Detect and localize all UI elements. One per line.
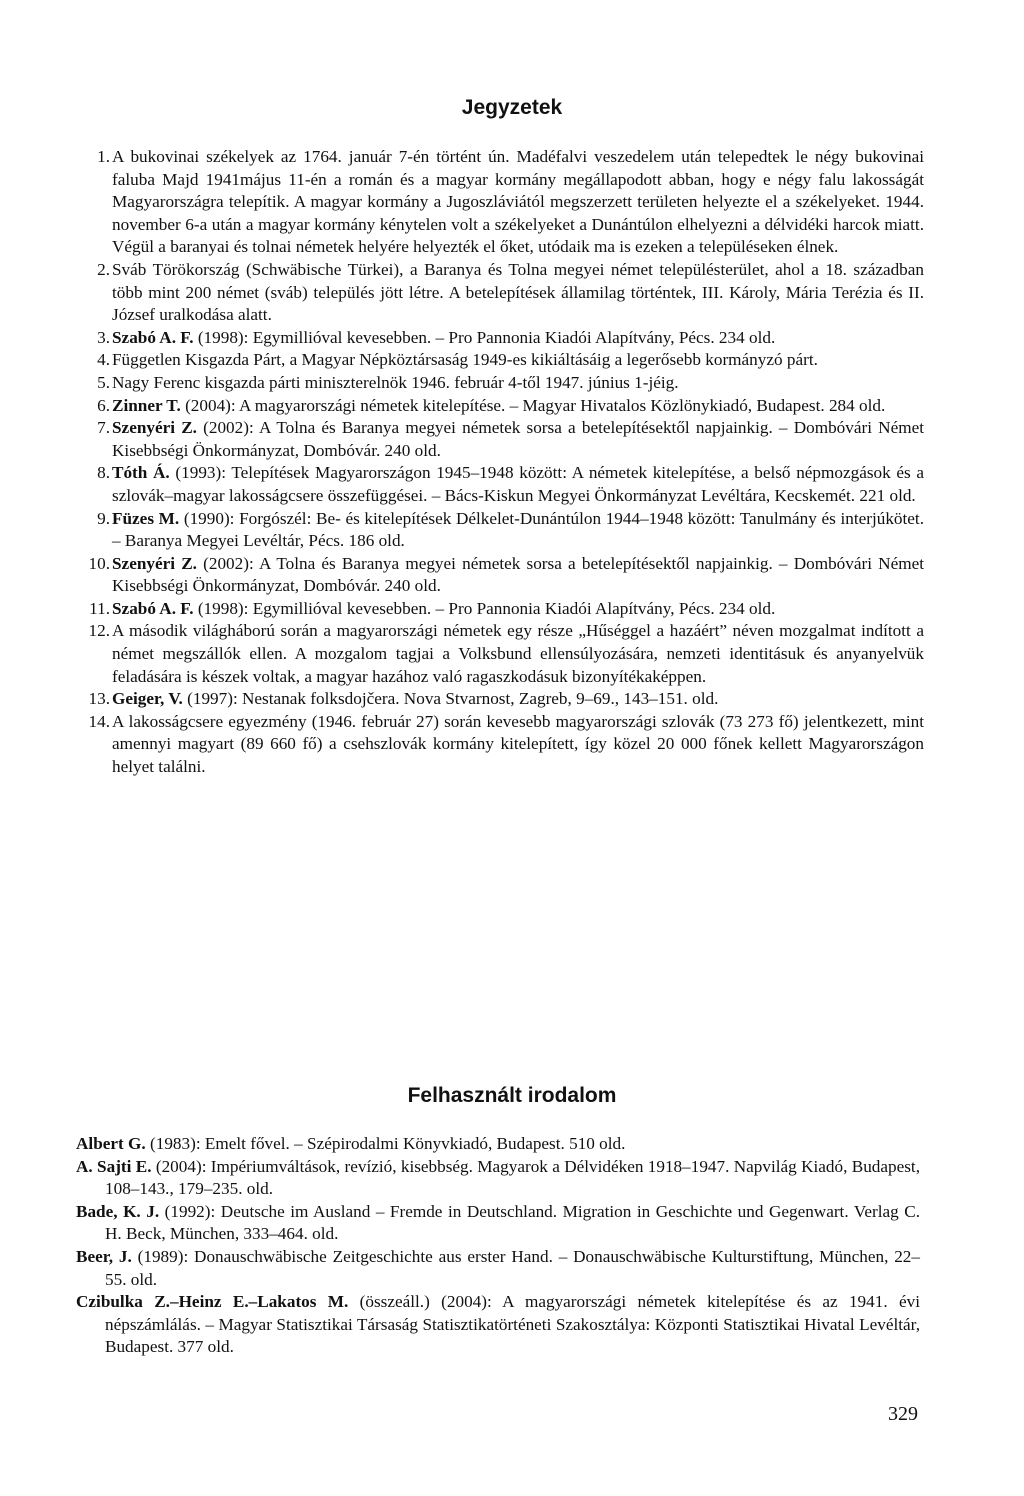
note-item bbox=[88, 259, 924, 327]
note-author: Füzes M. bbox=[112, 508, 180, 528]
note-number: 13. bbox=[88, 689, 110, 709]
note-item bbox=[88, 711, 924, 779]
notes-list bbox=[88, 146, 924, 779]
note-item bbox=[88, 146, 924, 259]
note-number: 12. bbox=[88, 621, 110, 641]
note-text: (2004): A magyarországi németek kitelepítése. – Magyar Hivatalos Közlönykiadó, Budapest. 284 old. bbox=[180, 395, 886, 415]
note-text: Független Kisgazda Párt, a Magyar Népköztársaság 1949-es kikiáltásáig a legerősebb kormányzó párt. bbox=[112, 350, 818, 370]
reference-item bbox=[76, 1156, 920, 1201]
note-number: 6. bbox=[97, 395, 110, 415]
note-author: Szenyéri Z. bbox=[112, 418, 197, 438]
note-author: Zinner T. bbox=[112, 395, 181, 415]
note-text: (1990): Forgószél: Be- és kitelepítések Délkelet-Dunántúlon 1944–1948 között: Tanulmány és interjúkötet. – Baranya Megyei Levéltár, Pécs. 186 old. bbox=[112, 508, 924, 551]
note-number: 3. bbox=[97, 327, 110, 347]
note-number: 2. bbox=[97, 259, 110, 279]
reference-author: Bade, K. J. bbox=[76, 1201, 160, 1221]
note-item bbox=[88, 349, 924, 372]
note-text: (2002): A Tolna és Baranya megyei németek sorsa a betelepítésektől napjainkig. – Dombóvári Német Kisebbségi Önkormányzat, Dombóvár. 240 old. bbox=[112, 553, 924, 596]
page-number: 329 bbox=[888, 1403, 918, 1425]
note-number: 14. bbox=[88, 711, 110, 731]
note-item bbox=[88, 372, 924, 395]
reference-author: Beer, J. bbox=[76, 1246, 132, 1266]
note-number: 4. bbox=[97, 350, 110, 370]
note-number: 8. bbox=[97, 463, 110, 483]
reference-author: Albert G. bbox=[76, 1134, 146, 1153]
reference-text: (1983): Emelt fővel. – Szépirodalmi Könyvkiadó, Budapest. 510 old. bbox=[145, 1134, 626, 1153]
note-number: 1. bbox=[97, 147, 110, 166]
note-item bbox=[88, 508, 924, 553]
reference-item bbox=[76, 1133, 920, 1156]
note-item bbox=[88, 462, 924, 507]
reference-item bbox=[76, 1201, 920, 1246]
note-number: 10. bbox=[88, 553, 110, 573]
note-text: (1993): Telepítések Magyarországon 1945–1948 között: A németek kitelepítése, a belső népmozgások és a szlovák–magyar lakosságcsere összefüggései. – Bács-Kiskun Megyei Önkormányzat Levéltára, Kecskemét. 221 old. bbox=[112, 463, 924, 505]
reference-text: (1989): Donauschwäbische Zeitgeschichte aus erster Hand. – Donauschwäbische Kulturstiftung, München, 22–55. old. bbox=[105, 1246, 920, 1289]
note-item bbox=[88, 417, 924, 462]
note-author: Szabó A. F. bbox=[112, 598, 194, 618]
note-author: Tóth Á. bbox=[112, 463, 170, 483]
note-item bbox=[88, 598, 924, 621]
reference-text: (1992): Deutsche im Ausland – Fremde in Deutschland. Migration in Geschichte und Gegenwart. Verlag C. H. Beck, München, 333–464. old. bbox=[105, 1201, 920, 1244]
note-text: (1998): Egymillióval kevesebben. – Pro Pannonia Kiadói Alapítvány, Pécs. 234 old. bbox=[193, 598, 776, 618]
note-author: Szabó A. F. bbox=[112, 327, 194, 347]
note-text: (1997): Nestanak folksdojčera. Nova Stvarnost, Zagreb, 9–69., 143–151. old. bbox=[182, 689, 719, 709]
note-text: A bukovinai székelyek az 1764. január 7-én történt ún. Madéfalvi veszedelem után telepedtek le négy bukovinai faluba Majd 1941május 11-én a román és a magyar kormány megállapodott abban, hogy e négy falu lakosságát Magyarországra telepítik. A magyar kormány a Jugoszláviától megszerzett területen helyezte el a székelyeket. 1944. november 6-a után a magyar kormány kénytelen volt a székelyeket a Dunántúlon elhelyezni a délvidéki harcok miatt. Végül a baranyai és tolnai németek helyére helyezték el őket, utódaik ma is ezeken a településeken élnek. bbox=[112, 147, 924, 257]
reference-item bbox=[76, 1291, 920, 1359]
reference-item bbox=[76, 1246, 920, 1291]
note-text: (2002): A Tolna és Baranya megyei németek sorsa a betelepítésektől napjainkig. – Dombóvári Német Kisebbségi Önkormányzat, Dombóvár. 240 old. bbox=[112, 418, 924, 460]
note-text: A második világháború során a magyarországi németek egy része „Hűséggel a hazáért” néven mozgalmat indított a német megszállók ellen. A mozgalom tagjai a Volksbund ellensúlyozására, nemzeti identitásuk és anyanyelvük feladására is készek voltak, a magyar hazához való ragaszkodásuk bizonyítékaképpen. bbox=[112, 621, 924, 686]
note-item bbox=[88, 327, 924, 350]
note-number: 11. bbox=[89, 598, 110, 618]
reference-text: (összeáll.) (2004): A magyarországi németek kitelepítése és az 1941. évi népszámlálás. – Magyar Statisztikai Társaság Statisztikatörténeti Szakosztálya: Központi Statisztikai Hivatal Levéltár, Budapest. 377 old. bbox=[105, 1292, 920, 1357]
references-heading: Felhasznált irodalom bbox=[407, 1084, 617, 1107]
note-text: (1998): Egymillióval kevesebben. – Pro Pannonia Kiadói Alapítvány, Pécs. 234 old. bbox=[193, 327, 776, 347]
note-item bbox=[88, 688, 924, 711]
note-text: Nagy Ferenc kisgazda párti miniszterelnök 1946. február 4-től 1947. június 1-jéig. bbox=[112, 372, 679, 392]
note-number: 7. bbox=[97, 418, 110, 438]
note-number: 5. bbox=[97, 372, 110, 392]
references-list bbox=[76, 1133, 920, 1359]
note-item bbox=[88, 395, 924, 418]
note-text: Sváb Törökország (Schwäbische Türkei), a Baranya és Tolna megyei német településterület, ahol a 18. században több mint 200 német (sváb) település jött létre. A betelepítések államilag történtek, III. Károly, Mária Terézia és II. József uralkodása alatt. bbox=[112, 259, 924, 325]
note-item bbox=[88, 620, 924, 688]
note-item bbox=[88, 553, 924, 598]
notes-heading: Jegyzetek bbox=[461, 96, 563, 119]
note-number: 9. bbox=[97, 508, 110, 528]
note-author: Geiger, V. bbox=[112, 689, 183, 709]
reference-author: Czibulka Z.–Heinz E.–Lakatos M. bbox=[76, 1292, 349, 1312]
note-author: Szenyéri Z. bbox=[112, 553, 197, 573]
reference-text: (2004): Impériumváltások, revízió, kisebbség. Magyarok a Délvidéken 1918–1947. Napvilág Kiadó, Budapest, 108–143., 179–235. old. bbox=[105, 1156, 920, 1199]
note-text: A lakosságcsere egyezmény (1946. február 27) során kevesebb magyarországi szlovák (73 273 fő) jelentkezett, mint amennyi magyart (89 660 fő) a csehszlovák kormány kitelepített, így közel 20 000 főnek kellett Magyarországon helyet találni. bbox=[112, 711, 924, 777]
reference-author: A. Sajti E. bbox=[76, 1156, 152, 1176]
